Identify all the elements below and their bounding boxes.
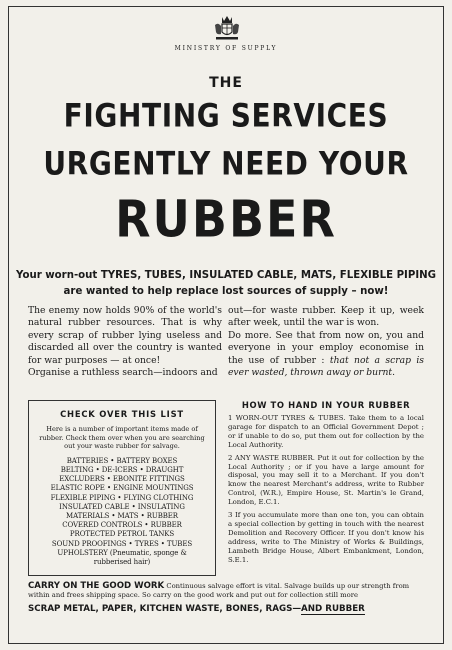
headline-line-1: FIGHTING SERVICES [63,96,389,135]
scrap-and-rubber: AND RUBBER [301,604,365,614]
body-left-column [28,305,222,379]
how-to-item: 1 WORN-OUT TYRES & TUBES. Take them to a local garage for dispatch to an Official Government Depot ; or if unable to do so, put them out for collection by the Local Authority. [228,414,424,449]
how-to-item: 3 If you accumulate more than one ton, you can obtain a special collection by getting in touch with the nearest Demolition and Recovery Officer. If you don't know his address, write to The Ministry of Works & Buildings, Lambeth Bridge House, Albert Embankment, London, S.E.1. [228,511,424,564]
headline-the: THE [209,75,243,91]
body-emphasis: that not a scrap is ever wasted, thrown away or burnt. [228,354,425,379]
scrap-line [28,604,428,614]
checklist-title: CHECK OVER THIS LIST [60,409,184,419]
headline-line-2: URGENTLY NEED YOUR [43,144,409,183]
headline-rubber: RUBBER [115,189,337,249]
checklist-item: EXCLUDERS • EBONITE FITTINGS [59,475,185,484]
subhead-line-2: are wanted to help replace lost sources of supply – now! [63,286,389,297]
checklist-item: COVERED CONTROLS • RUBBER [62,521,182,530]
royal-coat-of-arms-icon [213,15,241,41]
checklist-box [28,400,216,576]
checklist-item: UPHOLSTERY (Pneumatic, sponge & [57,548,187,557]
checklist-item: FLEXIBLE PIPING • FLYING CLOTHING [50,493,194,502]
checklist-items [35,457,209,567]
subhead-line-1: Your worn-out TYRES, TUBES, INSULATED CABLE, MATS, FLEXIBLE PIPING [16,270,436,281]
body-paragraph: out—for waste rubber. Keep it up, week after week, until the war is won. [228,305,424,329]
carry-on-section [28,582,426,600]
carry-on-heading: CARRY ON THE GOOD WORK [28,581,165,591]
scrap-list: SCRAP METAL, PAPER, KITCHEN WASTE, BONES, RAGS— [28,604,302,614]
checklist-item: PROTECTED PETROL TANKS [69,530,175,539]
ministry-name: MINISTRY OF SUPPLY [174,45,278,52]
checklist-item: SOUND PROOFINGS • TYRES • TUBES [51,539,193,548]
body-paragraph [228,330,424,380]
body-right-column [228,305,424,379]
checklist-item: BELTING • DE-ICERS • DRAUGHT [60,465,184,474]
checklist-item: INSULATED CABLE • INSULATING [59,502,185,511]
body-paragraph: The enemy now holds 90% of the world's natural rubber resources. That is why every scrap of rubber lying useless and discarded all over the country is wanted for war purposes — at once! [28,305,222,366]
body-paragraph-text: Do more. See that from now on, you and everyone in your employ economise in the use of rubber : [228,329,424,366]
how-to-item: 2 ANY WASTE RUBBER. Put it out for collection by the Local Authority ; or if you have a large amount for disposal, you may sell it to a Merchant. If you don't know the nearest Merchant's address, write to Rubber Control, (W.R.), Empire House, St. Martin's le Grand, London, E.C.1. [228,453,424,507]
checklist-item: BATTERIES • BATTERY BOXES [66,456,178,465]
carry-on-text: Continuous salvage effort is vital. Salvage builds up our strength from within and frees shipping space. So carry on the good work and put out for collection still more [28,582,410,599]
checklist-item: MATERIALS • MATS • RUBBER [66,512,178,520]
checklist-item: rubberised hair) [93,558,151,567]
how-to-title: HOW TO HAND IN YOUR RUBBER [241,400,411,410]
checklist-intro: Here is a number of important items made of rubber. Check them over when you are searching out your waste rubber for salvage. [39,425,205,451]
checklist-item: ELASTIC ROPE • ENGINE MOUNTINGS [50,484,194,493]
body-paragraph: Organise a ruthless search—indoors and [28,367,218,379]
how-to-list [228,414,424,569]
